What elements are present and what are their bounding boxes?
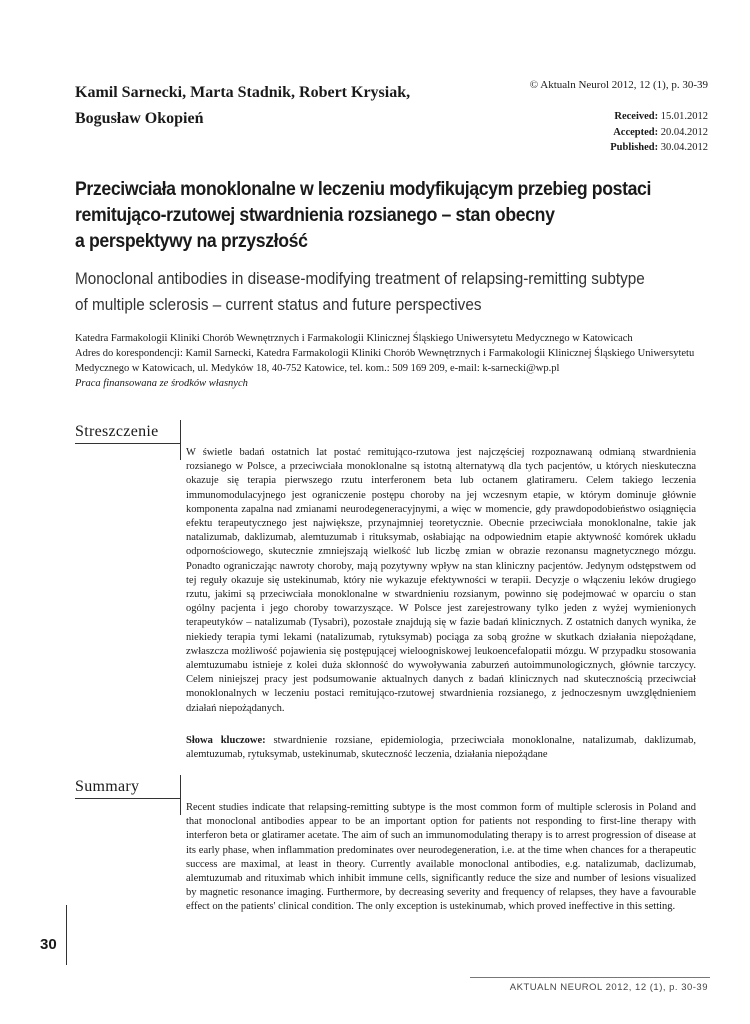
authors-line-2: Bogusław Okopień (75, 110, 204, 127)
accepted-date: Accepted: 20.04.2012 (613, 126, 708, 138)
streszczenie-heading: Streszczenie (75, 423, 159, 440)
funding-note: Praca finansowana ze środków własnych (75, 378, 248, 389)
affiliation (75, 331, 705, 391)
title-english-line: of multiple sclerosis – current status and future perspectives (75, 295, 482, 314)
footer-rule (470, 977, 710, 978)
title-polish (75, 177, 670, 255)
page-number: 30 (40, 936, 57, 953)
section-rule-vertical (180, 420, 181, 460)
correspondence-line: Medycznego w Katowicach, ul. Medyków 18, 40-752 Katowice, tel. kom.: 509 169 209, e-mail: k-sarnecki@wp.pl (75, 363, 560, 374)
title-polish-line: remitująco-rzutowej stwardnienia rozsianego – stan obecny (75, 205, 555, 226)
section-rule (75, 443, 180, 444)
authors (75, 80, 495, 132)
section-rule-vertical (180, 775, 181, 815)
title-polish-line: a perspektywy na przyszłość (75, 231, 308, 252)
page-number-rule (66, 905, 67, 965)
citation: © Aktualn Neurol 2012, 12 (1), p. 30-39 (529, 79, 708, 91)
title-polish-line: Przeciwciała monoklonalne w leczeniu modyfikującym przebieg postaci (75, 179, 652, 200)
affiliation-line: Katedra Farmakologii Kliniki Chorób Wewnętrznych i Farmakologii Klinicznej Śląskiego Uniwersytetu Medycznego w Katowicach (75, 333, 633, 344)
abstract-polish: W świetle badań ostatnich lat postać remitująco-rzutowa jest najczęściej rozpoznawaną odmianą stwardnienia rozsianego w Polsce, a przeciwciała monoklonalne są istotną alternatywą dla tych pacjentów, u których nieskuteczna okazuje się terapia pierwszego rzutu interferonem beta lub octanem glatirameru. Celem takiego leczenia immunomodulacyjnego jest ograniczenie postępu choroby na jej wczesnym etapie, w którym dominuje głównie komponenta zapalna nad zmianami neurodegeneracyjnymi, a więc w momencie, gdy prawdopodobieństwo osiągnięcia efektu terapeutycznego jest największe, przynajmniej teoretycznie. Obecnie przeciwciała monoklonalne, takie jak natalizumab, daklizumab, alemtuzumab i rituksymab, osłabiając na odpowiednim etapie aktywność komórek układu odpornościowego, skutecznie zmniejszają wielkość lub liczbę zmian w obrazie rezonansu magnetycznego mózgu. Ponadto ograniczając nawroty choroby, mają pozytywny wpływ na stan kliniczny pacjentów. Jedynym odstępstwem od tej reguły okazuje się ustekinumab, który nie wykazuje efektywności w terapii. Decyzje o włączeniu leków drugiego rzutu, jakimi są przeciwciała monoklonalne w stwardnieniu rozsianym, powinno się podejmować w oparciu o stan ogólny pacjenta i jego choroby towarzyszące. W Polsce jest zarejestrowany tylko jeden z wyżej wymienionych terapeutyków – natalizumab (Tysabri), pozostałe znajdują się w fazie badań klinicznych. Z ostatnich danych wynika, że niekiedy terapia tymi lekami (natalizumab, rytuksymab) pociąga za sobą groźne w skutkach działania niepożądane, zwłaszcza możliwość pojawienia się postępującej wieloogniskowej leukoencefalopatii mózgu. W przypadku stosowania alemtuzumabu istnieje z kolei duża skłonność do wywoływania zaburzeń autoimmunologicznych, głównie tarczycy. Celem niniejszej pracy jest podsumowanie aktualnych danych z badań klinicznych nad skutecznością przeciwciał monoklonalnych w leczeniu postaci remitująco-rzutowej stwardnienia rozsianego, z jednoczesnym uwzględnieniem działań niepożądanych. (186, 447, 696, 714)
section-rule (75, 798, 180, 799)
keywords: Słowa kluczowe: stwardnienie rozsiane, epidemiologia, przeciwciała monoklonalne, natalizumab, daklizumab, alemtuzumab, rytuksymab, ustekinumab, skuteczność leczenia, działania niepożądane (186, 735, 696, 761)
abstract-english: Recent studies indicate that relapsing-remitting subtype is the most common form of multiple sclerosis in Poland and that monoclonal antibodies appear to be an important option for patients not responding to first-line therapy with interferon beta or glatiramer acetate. The aim of such an immunomodulating therapy is to arrest progression of disease at its early phase, when inflammation predominates over neurodegeneration, i.e. at the time when chances for a therapeutic success are maximal, at least in theory. Currently available monoclonal antibodies, e.g. natalizumab, daclizumab, alemtuzumab and rituximab which inhibit immune cells, significantly reduce the size and number of lesions visualized by magnetic resonance imaging. Furthermore, by decreasing severity and frequency of relapses, they have a favourable effect on the patients' clinical condition. The only exception is ustekinumab, which proved ineffective in this setting. (186, 802, 696, 913)
correspondence-line: Adres do korespondencji: Kamil Sarnecki, Katedra Farmakologii Kliniki Chorób Wewnętrznych i Farmakologii Klinicznej Śląskiego Uniwersytetu (75, 348, 695, 359)
running-footer: AKTUALN NEUROL 2012, 12 (1), p. 30-39 (509, 982, 708, 993)
summary-heading: Summary (75, 778, 140, 795)
published-date: Published: 30.04.2012 (610, 142, 708, 153)
article-dates (610, 109, 708, 156)
authors-line-1: Kamil Sarnecki, Marta Stadnik, Robert Krysiak, (75, 84, 411, 101)
title-english (75, 266, 687, 318)
title-english-line: Monoclonal antibodies in disease-modifying treatment of relapsing-remitting subtype (75, 269, 645, 288)
received-date: Received: 15.01.2012 (614, 111, 708, 122)
